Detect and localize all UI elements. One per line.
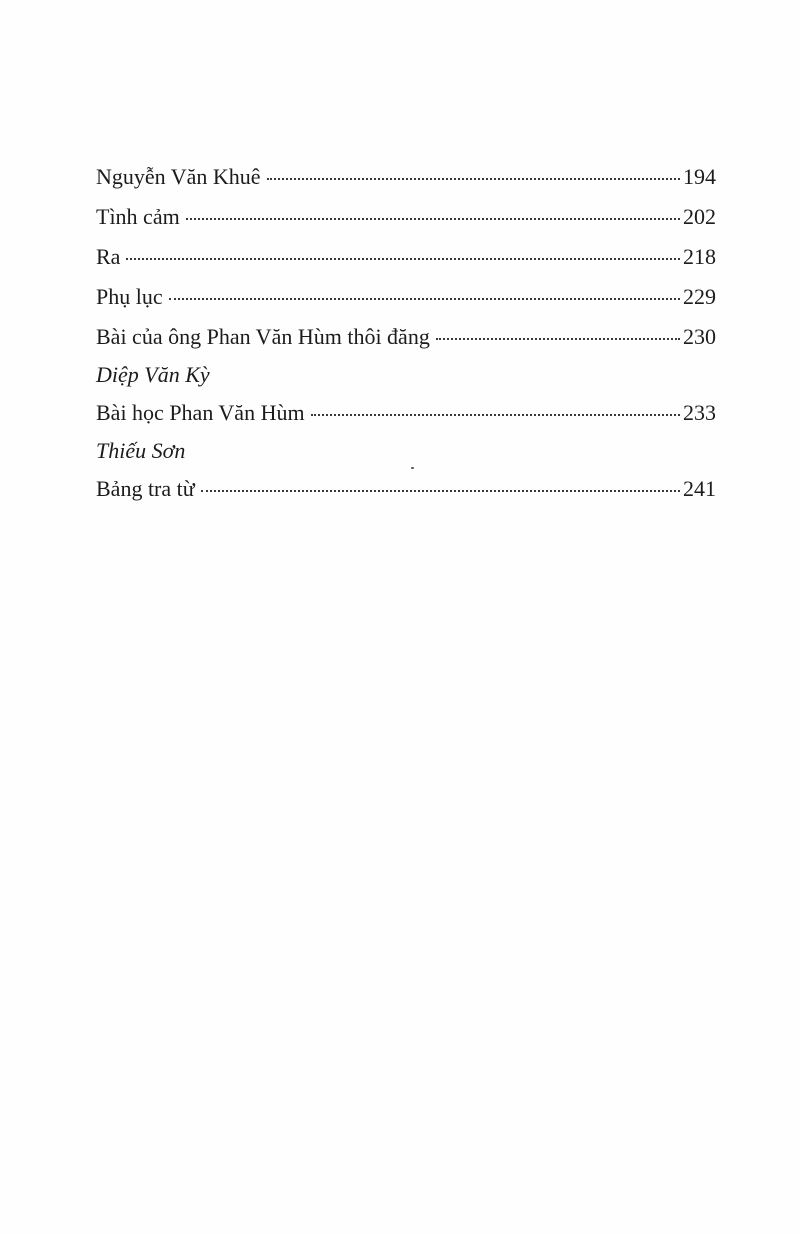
toc-entry-title: Bài học Phan Văn Hùm	[96, 400, 305, 425]
toc-entry-title: Ra	[96, 244, 121, 269]
dot-leader	[126, 242, 680, 260]
toc-entry-title: Phụ lục	[96, 284, 163, 309]
toc-entry-page: 202	[683, 204, 716, 229]
toc-entry	[96, 237, 716, 277]
toc-entry	[96, 197, 716, 237]
paper-speck	[411, 467, 414, 469]
toc-entry-title: Nguyễn Văn Khuê	[96, 164, 261, 189]
toc-entry-title: Bảng tra từ	[96, 476, 195, 501]
table-of-contents	[96, 157, 716, 509]
toc-entry	[96, 157, 716, 197]
dot-leader	[311, 398, 680, 416]
toc-entry-page: 233	[683, 400, 716, 425]
toc-entry-author: Diệp Văn Kỳ	[96, 362, 210, 387]
toc-entry-title: Bài của ông Phan Văn Hùm thôi đăng	[96, 324, 430, 349]
dot-leader	[201, 474, 680, 492]
dot-leader	[436, 322, 680, 340]
toc-entry	[96, 317, 716, 357]
toc-entry	[96, 277, 716, 317]
toc-entry-page: 241	[683, 476, 716, 501]
dot-leader	[186, 202, 680, 220]
dot-leader	[267, 162, 680, 180]
dot-leader	[169, 282, 680, 300]
toc-entry-page: 229	[683, 284, 716, 309]
toc-entry-title: Tình cảm	[96, 204, 180, 229]
toc-entry-page: 230	[683, 324, 716, 349]
toc-entry	[96, 469, 716, 509]
toc-entry-author: Thiếu Sơn	[96, 438, 186, 463]
toc-entry	[96, 393, 716, 433]
toc-entry-page: 194	[683, 164, 716, 189]
toc-entry-page: 218	[683, 244, 716, 269]
